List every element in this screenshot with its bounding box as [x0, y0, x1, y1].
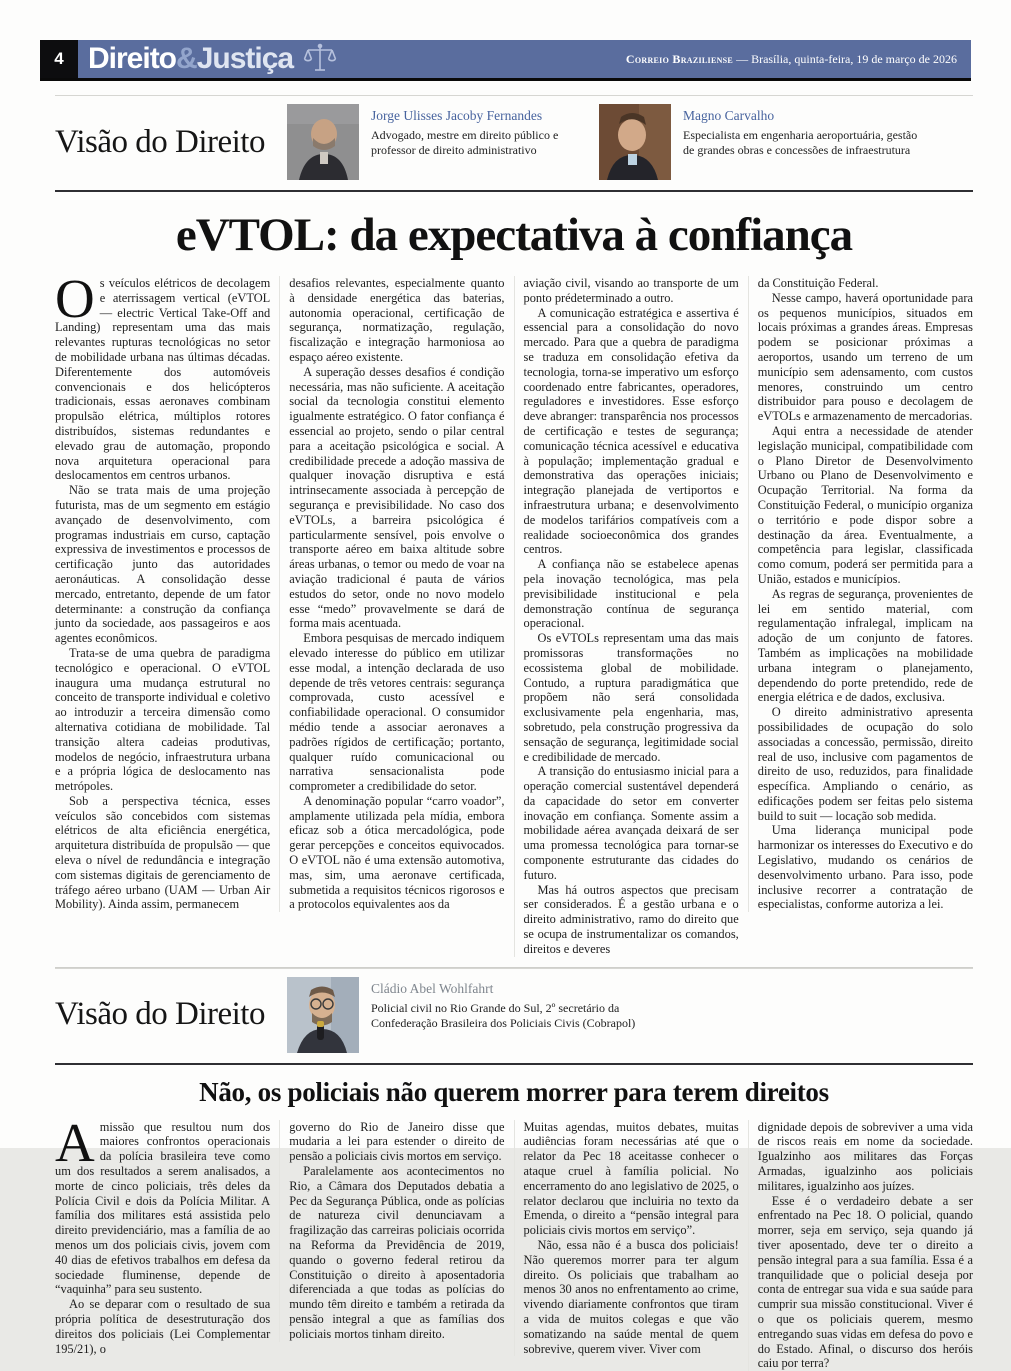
author-bio: Policial civil no Rio Grande do Sul, 2º secretário da Confederação Brasileira dos Policiais Civis (Cobrapol) — [371, 1000, 636, 1030]
author-bio: Especialista em engenharia aeroportuária, gestão de grandes obras e concessões de infraestrutura — [683, 128, 918, 157]
section-banner-strip — [78, 40, 971, 78]
article-column — [514, 276, 748, 957]
kicker-label: Visão do Direito — [55, 123, 265, 160]
body-paragraph: Os eVTOLs representam uma das mais promissoras transformações no ecossistema global de mobilidade. Contudo, a ruptura paradigmática que propõem não será consolidada exclusivamente pela engenharia, mas, sobretudo, pela construção progressiva da sensação de segurança, legitimidade social e credibilidade de mercado. — [523, 631, 739, 764]
ampersand: & — [176, 42, 197, 75]
body-paragraph: Muitas agendas, muitos debates, muitas audiências foram necessárias até que o relator da Pec 18 aceitasse conhecer o ataque cruel à família policial. No encerramento do ano legislativo de 2025, o relator declarou que incluiria no texto da Emenda, o direito a “pensão integral para policiais civis mortos em serviço”. — [523, 1119, 739, 1238]
author-photo-jorge — [287, 104, 359, 180]
rule-under-byline — [55, 190, 973, 192]
article1-byline-strip — [55, 95, 973, 186]
body-paragraph: Mas há outros aspectos que precisam ser considerados. É a gestão urbana e o direito administrativo, ramo do direito que se ocupa de instrumentalizar os comandos, direitos e deveres — [523, 882, 739, 956]
body-paragraph: A comunicação estratégica e assertiva é essencial para a consolidação do novo mercado. Para que a quebra de paradigma se traduza em consolidação efetiva da tecnologia, torna-se imperativo um esforço coordenado entre fabricantes, operadores, reguladores e investidores. Esse esforço deve abranger: transparência nos processos de certificação e testes de segurança; comunicação técnica acessível e educativa à população; implementação gradual e demonstrativa das operações iniciais; integração planejada de vertiportos e infraestrutura urbana; e desenvolvimento de modelos tarifários compatíveis com a realidade socioeconômica dos grandes centros. — [523, 305, 739, 557]
body-paragraph: Paralelamente aos acontecimentos no Rio, a Câmara dos Deputados debatia a Pec da Segurança Pública, onde as polícias de natureza civil denunciavam a fragilização das carreiras policiais ocorrida na Reforma da Previdência de 2019, quando o governo federal retirou da Constituição o direito à aposentadoria diferenciada a que todas as polícias do mundo têm direito e também a retirada da pensão integral a que as famílias dos policiais mortos tinham direito. — [289, 1164, 505, 1341]
article-policiais — [55, 968, 973, 1371]
article-column — [279, 1120, 513, 1342]
section-banner — [40, 40, 971, 81]
drop-cap: A — [55, 1111, 95, 1173]
body-paragraph: Ao se deparar com o resultado de sua própria política de desestruturação dos direitos dos policiais (Lei Complementar 195/21), o — [55, 1297, 271, 1356]
section-title — [88, 44, 293, 74]
author-name: Jorge Ulisses Jacoby Fernandes — [371, 108, 543, 123]
masthead — [626, 52, 957, 67]
article1-body — [55, 268, 973, 957]
author-name: Magno Carvalho — [683, 108, 775, 123]
body-paragraph: Sob a perspectiva técnica, esses veículos são concebidos com sistemas elétricos de alta eficiência energética, arquitetura distribuída de propulsão — que eleva o nível de redundância e integração com sistemas digitais de gerenciamento de tráfego aéreo urbano (UAM — Urban Air Mobility). Ainda assim, permanecem — [55, 793, 271, 912]
body-paragraph: desafios relevantes, especialmente quanto à densidade energética das baterias, autonomia operacional, certificação de segurança, normatização, regulação, fiscalização e integração harmoniosa ao espaço aéreo existente. — [289, 276, 505, 364]
body-paragraph: Não se trata mais de uma projeção futurista, mas de um segmento em estágio avançado de desenvolvimento, com programas industriais em curso, captação expressiva de investimentos e processos de certificação junto das autoridades aeronáuticas. A consolidação desse mercado, entretanto, depende de um fator determinante: a construção da confiança junto da sociedade, aos passageiros e aos agentes econômicos. — [55, 483, 271, 646]
author-name: Cládio Abel Wohlfahrt — [371, 980, 494, 996]
author-info-magno — [683, 104, 921, 158]
rule-under-byline — [55, 1063, 973, 1065]
body-paragraph: Não, essa não é a busca dos policiais! Não queremos morrer para ter algum direito. Os policiais que trabalham ao menos 30 anos no enfrentamento ao crime, vivendo diariamente confrontos que tiram a vida de muitos colegas e que vão somatizando na saúde mental de quem sobrevive, querem viver. Viver com — [523, 1238, 739, 1356]
body-paragraph: aviação civil, visando ao transporte de um ponto prédeterminado a outro. — [523, 276, 739, 305]
article2-body — [55, 1111, 973, 1371]
body-paragraph: governo do Rio de Janeiro disse que mudaria a lei para estender o direito de pensão a policiais civis mortos em serviço. — [289, 1119, 505, 1164]
body-paragraph: dignidade depois de sobreviver a uma vida de riscos reais em nome da sociedade. Igualzinho aos militares das Forças Armadas, igualzinho aos policiais militares, igualzinho aos juízes. — [757, 1119, 973, 1193]
body-paragraph: A confiança não se estabelece apenas pela inovação tecnológica, mas pela previsibilidade institucional e pela demonstração contínua de segurança operacional. — [523, 557, 739, 631]
section-title-justica: Justiça — [196, 42, 294, 75]
body-paragraph: Trata-se de uma quebra de paradigma tecnológico e operacional. O eVTOL inaugura uma mudança estrutural no conceito de transporte individual e coletivo ao introduzir a terceira dimensão como alternativa cotidiana de mobilidade. Tal transição altera cadeias produtivas, modelos de negócio, infraestrutura urbana e a própria lógica de deslocamento nas metrópoles. — [55, 645, 271, 794]
author-card-cladio — [287, 977, 681, 1053]
article-column — [55, 268, 279, 912]
body-paragraph: Embora pesquisas de mercado indiquem elevado interesse do público em utilizar esse modal, a intenção declarada de uso depende de três vetores centrais: segurança comprovada, custo acessível e confiabilidade operacional. O consumidor médio tende a associar aeronaves a padrões rígidos de certificação; portanto, qualquer ruído comunicacional ou narrativa sensacionalista pode comprometer a credibilidade do setor. — [289, 631, 505, 794]
article-column — [748, 1120, 973, 1371]
masthead-date: — Brasília, quinta-feira, 19 de março de 2026 — [733, 51, 957, 66]
drop-cap: O — [55, 268, 95, 329]
article2-byline-strip — [55, 968, 973, 1059]
author-photo-cladio — [287, 977, 359, 1053]
page-number: 4 — [40, 40, 78, 78]
article-column — [514, 1120, 748, 1357]
body-paragraph: Aqui entra a necessidade de atender legislação municipal, compatibilidade com o Plano Diretor de Desenvolvimento Urbano ou Plano de Desenvolvimento e Ocupação Territorial. Na forma da Constituição Federal, o município organiza o território e pode dispor sobre a destinação da área. Eventualmente, a competência para legislar, classificada como comum, poderá ser permitida para a União, estados e municípios. — [757, 423, 973, 586]
author-card-magno — [599, 104, 921, 180]
masthead-name: Correio Braziliense — [625, 51, 734, 66]
body-paragraph: da Constituição Federal. — [757, 276, 879, 290]
body-paragraph: Uma liderança municipal pode harmonizar os interesses do Executivo e do Legislativo, mudando os cenários de desenvolvimento urbano. Para isso, pode inclusive recorrer a contratação de especialistas, conforme autoriza a lei. — [757, 823, 973, 912]
column-kicker — [55, 104, 287, 180]
author-photo-magno — [599, 104, 671, 180]
article2-headline: Não, os policiais não querem morrer para terem direitos — [199, 1076, 829, 1107]
author-info-jorge — [371, 104, 599, 158]
kicker-label: Visão do Direito — [55, 996, 265, 1033]
body-paragraph: Nesse campo, haverá oportunidade para os pequenos municípios, situados em locais próximas a grandes áreas. Empresas podem se posicionar próximas a aeroportos, usando um terreno de um município sem adensamento, com custos menores, construindo um centro distribuidor para pouso e decolagem de eVTOLs e armazenamento de mercadorias. — [757, 290, 973, 424]
body-paragraph: O direito administrativo apresenta possibilidades de ocupação do solo associadas a concessão, permissão, direito real de uso, inclusive com pagamentos de direito de uso, reduzidos, para finalidade específica. Ampliando o cenário, as edificações podem ser feitas pelo sistema build to suit — locação sob medida. — [757, 705, 973, 823]
article-column — [279, 276, 513, 912]
article1-headline: eVTOL: da expectativa à confiança — [175, 209, 853, 261]
body-paragraph: As regras de segurança, provenientes de lei em sentido material, com regulamentação infralegal, implicam na adoção de um conjunto de fatores. Também as implicações na mobilidade urbana integram o planejamento, dependendo do porte pretendido, rede de energia elétrica e de dados, exclusiva. — [757, 586, 973, 705]
body-paragraph: A transição do entusiasmo inicial para a operação comercial sustentável dependerá da capacidade do setor em converter inovação em confiança. Somente assim a mobilidade aérea avançada deixará de ser uma promessa tecnológica para tornar-se componente estruturante das cidades do futuro. — [523, 764, 739, 882]
author-info-cladio — [371, 977, 681, 1031]
author-bio: Advogado, mestre em direito público e professor de direito administrativo — [371, 128, 559, 157]
body-paragraph: Esse é o verdadeiro debate a ser enfrentado na Pec 18. O policial, quando morrer, seja em serviço, seja quando já tiver aposentado, deve ter o direito a pensão integral para a sua família. Essa é a tranquilidade que o policial deseja por conta de entregar sua vida e sua saúde para cumprir sua missão constitucional. Viver é o que os policiais querem, mesmo entregando suas vidas em defesa do povo e do Estado. Afinal, o discurso dos heróis caiu por terra? — [757, 1193, 973, 1371]
column-kicker — [55, 977, 287, 1053]
article-column — [748, 276, 973, 912]
body-paragraph: A denominação popular “carro voador”, amplamente utilizada pela mídia, embora eficaz sob a ótica mercadológica, pode gerar percepções e conceitos equivocados. O eVTOL não é uma extensão automotiva, mas, sim, uma aeronave certificada, submetida a requisitos técnicos rigorosos e a protocolos equivalentes aos da — [289, 793, 505, 912]
body-paragraph: Amissão que resultou num dos maiores confrontos operacionais da polícia brasileira teve como um dos resultados a serem analisados, a morte de cinco policiais, três deles da Polícia Civil e dois da Polícia Militar. A família dos militares está assistida pelo direito previdenciário, mas a família de ao menos um dos policiais civis, jovem com 40 dias de efetivos trabalhos em defesa da sociedade fluminense, depende de “vaquinha” para seu sustento. — [55, 1111, 271, 1297]
article-column — [55, 1111, 279, 1357]
author-card-jorge — [287, 104, 599, 180]
scales-of-justice-icon — [303, 43, 337, 75]
article-evtol — [55, 95, 973, 957]
body-paragraph: A superação desses desafios é condição necessária, mas não suficiente. A aceitação social da tecnologia constitui elemento igualmente estratégico. O fator confiança é essencial ao projeto, sendo o pilar central para a aceitação psicológica e social. A credibilidade precede a adoção massiva de qualquer inovação disruptiva e está intrinsecamente associada à percepção de segurança e previsibilidade. No caso dos eVTOLs, a barreira psicológica é particularmente sensível, pois envolve o transporte aéreo em baixa altitude sobre áreas urbanas, o temor ou medo de voar na aviação tradicional é pauta de vários estudos do setor, onde no novo modelo esse “medo” provavelmente se dará de forma mais acentuada. — [289, 364, 505, 631]
body-paragraph: Os veículos elétricos de decolagem e aterrissagem vertical (eVTOL — electric Vertical Take-Off and Landing) representam uma das mais relevantes rupturas tecnológicas no setor de mobilidade urbana nas últimas décadas. Diferentemente dos automóveis convencionais e dos helicópteros tradicionais, essas aeronaves combinam propulsão elétrica, múltiplos rotores distribuídos, sistemas redundantes e elevado grau de automação, propondo nova arquitetura operacional para deslocamentos em centros urbanos. — [55, 268, 271, 483]
section-title-direito: Direito — [88, 42, 177, 75]
